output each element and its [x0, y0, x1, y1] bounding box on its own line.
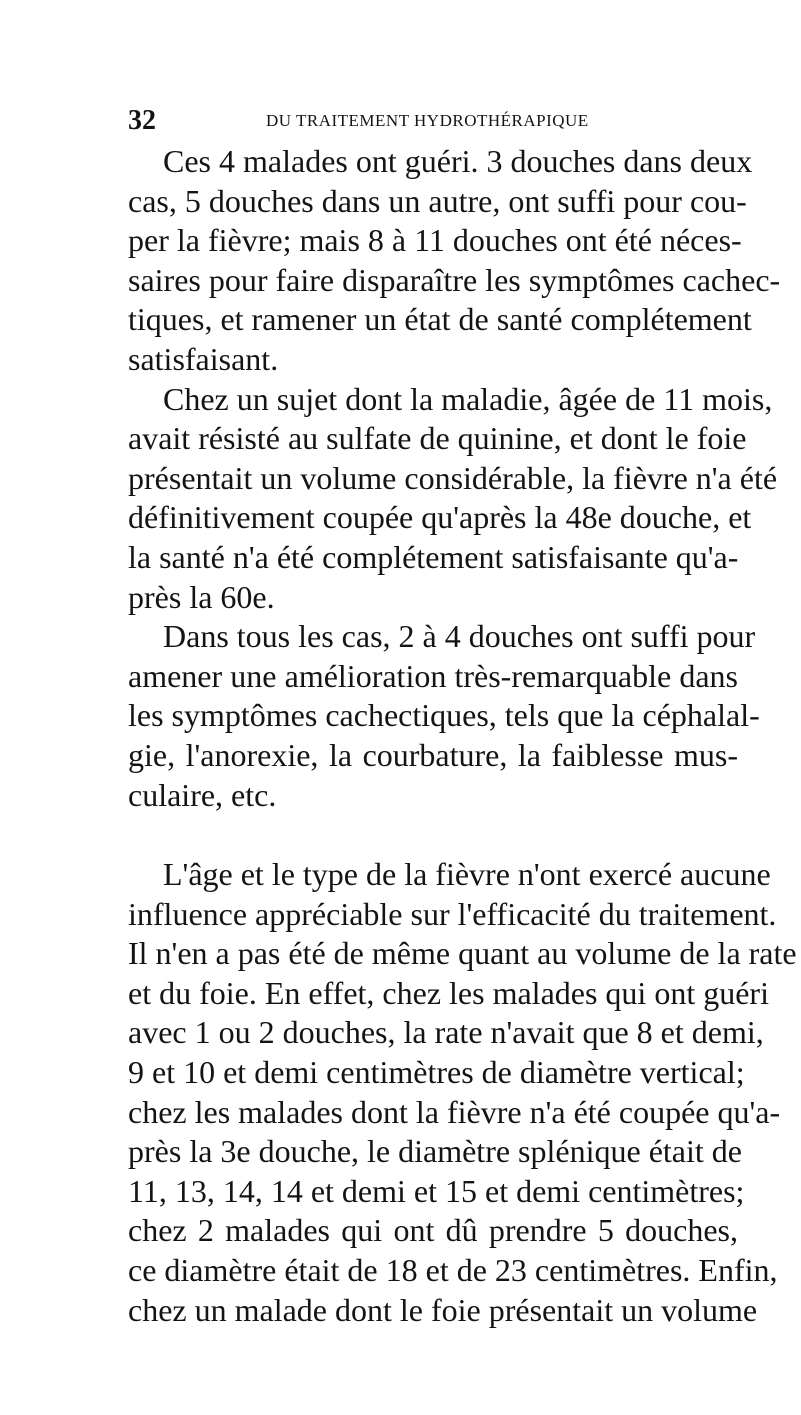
- paragraph-4: [128, 855, 797, 1330]
- body-text: [128, 142, 797, 1330]
- text-line: Dans tous les cas, 2 à 4 douches ont suffi pour: [163, 618, 756, 655]
- text-line: L'âge et le type de la fièvre n'ont exercé aucune: [163, 856, 771, 893]
- text-line: la santé n'a été complétement satisfaisante qu'a-: [128, 538, 739, 575]
- text-line: gie, l'anorexie, la courbature, la faiblesse mus-: [128, 736, 738, 773]
- text-line: saires pour faire disparaître les symptômes cachec-: [128, 261, 781, 298]
- paragraph-1: [128, 142, 781, 380]
- text-line: les symptômes cachectiques, tels que la céphalal-: [128, 697, 760, 734]
- text-line: chez les malades dont la fièvre n'a été coupée qu'a-: [128, 1093, 781, 1130]
- text-line: Chez un sujet dont la maladie, âgée de 11 mois,: [163, 380, 773, 417]
- text-line: 9 et 10 et demi centimètres de diamètre vertical;: [128, 1054, 745, 1091]
- text-line: ce diamètre était de 18 et de 23 centimètres. Enfin,: [128, 1252, 778, 1289]
- paragraph-2: [128, 380, 778, 618]
- text-line: 11, 13, 14, 14 et demi et 15 et demi centimètres;: [128, 1172, 745, 1209]
- page-header: [128, 106, 738, 136]
- text-line: définitivement coupée qu'après la 48e douche, et: [128, 499, 752, 536]
- text-line: culaire, etc.: [128, 776, 277, 813]
- text-line: Ces 4 malades ont guéri. 3 douches dans deux: [163, 143, 753, 179]
- text-line: Il n'en a pas été de même quant au volume de la rate: [128, 935, 797, 972]
- text-line: près la 60e.: [128, 578, 275, 615]
- text-line: satisfaisant.: [128, 340, 279, 377]
- paragraph-gap: [128, 815, 738, 855]
- text-line: chez 2 malades qui ont dû prendre 5 douches,: [128, 1212, 738, 1249]
- text-line: cas, 5 douches dans un autre, ont suffi pour cou-: [128, 182, 747, 219]
- text-line: avec 1 ou 2 douches, la rate n'avait que 8 et demi,: [128, 1014, 764, 1051]
- text-line: chez un malade dont le foie présentait un volume: [128, 1291, 758, 1328]
- text-line: présentait un volume considérable, la fièvre n'a été: [128, 459, 778, 496]
- paragraph-3: [128, 617, 760, 815]
- running-title: DU TRAITEMENT HYDROTHÉRAPIQUE: [266, 111, 589, 130]
- text-line: influence appréciable sur l'efficacité du traitement.: [128, 895, 777, 932]
- page-number: 32: [128, 105, 156, 136]
- text-line: amener une amélioration très-remarquable dans: [128, 657, 738, 694]
- text-line: per la fièvre; mais 8 à 11 douches ont été néces-: [128, 222, 742, 259]
- text-line: avait résisté au sulfate de quinine, et dont le foie: [128, 420, 747, 457]
- text-line: près la 3e douche, le diamètre splénique était de: [128, 1133, 742, 1170]
- text-line: tiques, et ramener un état de santé complétement: [128, 301, 752, 338]
- text-line: et du foie. En effet, chez les malades qui ont guéri: [128, 974, 769, 1011]
